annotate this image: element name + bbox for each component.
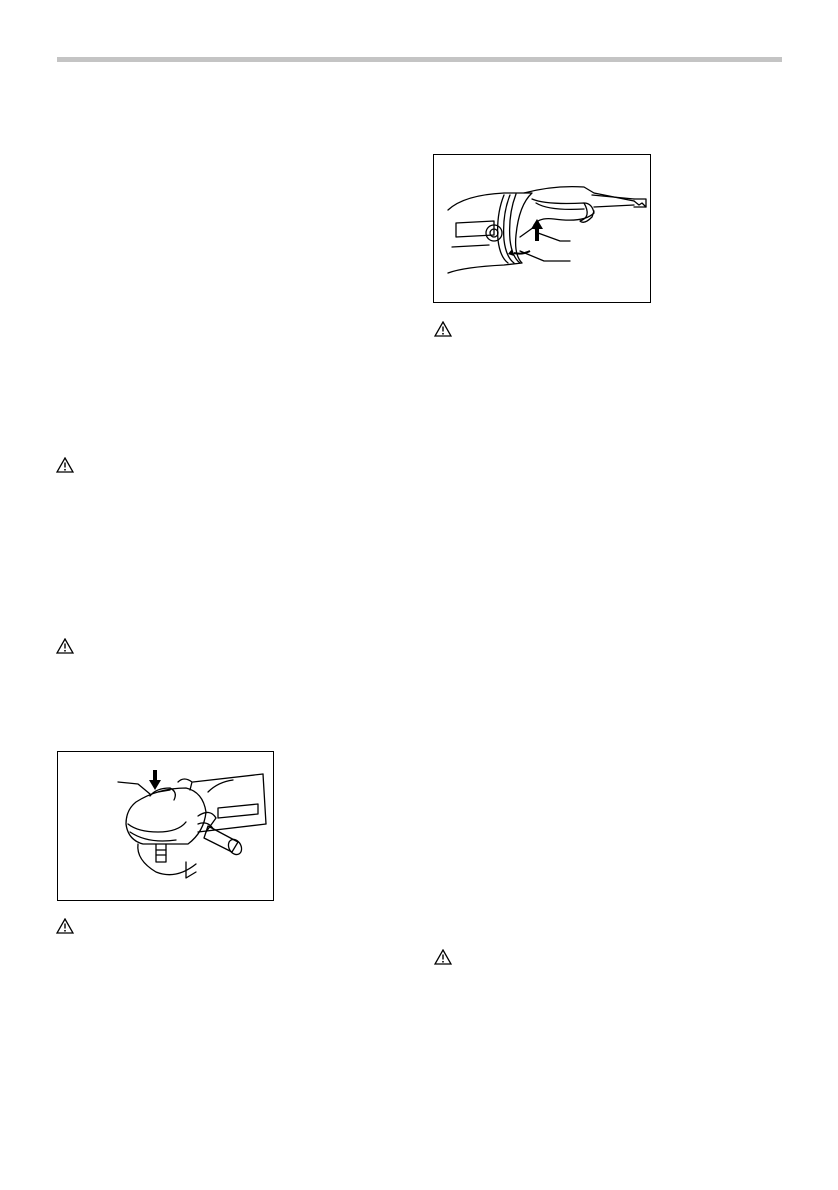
figure-shaft-lock (57, 751, 274, 901)
warning-triangle-icon (56, 918, 74, 934)
figure-switch-handle (433, 154, 651, 303)
warning-triangle-icon (434, 949, 452, 965)
warning-triangle-icon (56, 457, 74, 473)
header-rule (57, 57, 782, 62)
warning-triangle-icon (434, 321, 452, 337)
grinder-handle-drawing (434, 155, 652, 304)
warning-triangle-icon (56, 638, 74, 654)
grinder-head-drawing (58, 752, 275, 902)
